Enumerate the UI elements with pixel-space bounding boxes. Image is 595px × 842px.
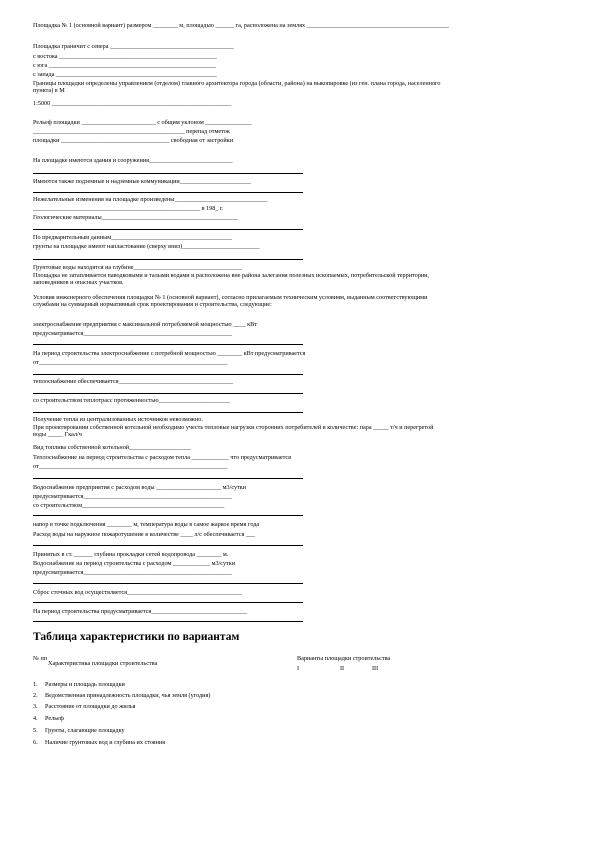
- form-line: предусматривается________________________________________________: [33, 569, 232, 576]
- form-line: На период строительства предусматривается_______________________________: [33, 608, 248, 615]
- form-line: Сброс сточных вод осуществляется_____________________________________: [33, 589, 242, 596]
- form-line: со строительством______________________________________________: [33, 502, 225, 509]
- blank-line: [33, 412, 303, 413]
- form-line: 1:5000 __________________________________________________________: [33, 100, 232, 107]
- blank-line: [33, 229, 303, 230]
- col-variants-header: Варианты площадки строительства: [297, 655, 391, 662]
- table-row: [33, 681, 125, 688]
- table-row: [33, 692, 210, 699]
- row-text: Рельеф: [45, 715, 64, 722]
- form-line: По предварительным данным_______________________________________: [33, 234, 232, 241]
- form-line: Площадка не затапливается паводковыми и талыми водами и расположена вне района залегания полезных ископаемых, потребительской территории, заповедников и опасных участков.: [33, 272, 429, 287]
- form-line: ______________________________________________________ в 198_ г.: [33, 205, 224, 212]
- row-number: 1.: [33, 681, 38, 688]
- blank-line: [33, 192, 303, 193]
- form-line: _________________________________________________ перепад отметок: [33, 128, 230, 135]
- blank-line: [33, 478, 303, 479]
- form-line: площадки ___________________________________ свободная от застройки: [33, 137, 234, 144]
- form-line: Водоснабжение на период строительства с расходом ____________ м3/сутки: [33, 560, 236, 567]
- form-line: Принятых в ст. ______ глубина прокладки сетей водопровода ________ м.: [33, 551, 229, 558]
- form-line: Площадка граничит с севера ________________________________________: [33, 43, 234, 50]
- form-line: Площадка № 1 (основной вариант) размером ________ м, площадью ______ га, расположена на землях ______________________________________________: [33, 22, 450, 29]
- table-row: [33, 703, 135, 710]
- form-line: теплоснабжение обеспечивается_____________________________________: [33, 378, 234, 385]
- form-line: с запада ____________________________________________________: [33, 71, 217, 78]
- row-text: Размеры и площадь площадки: [45, 681, 125, 688]
- table-title: Таблица характеристики по вариантам: [33, 631, 240, 643]
- row-text: Наличие грунтовых вод и глубина их стояния: [45, 739, 166, 746]
- form-line: от_____________________________________________________________: [33, 359, 228, 366]
- blank-line: [33, 374, 303, 375]
- form-line: с юга ______________________________________________________: [33, 62, 216, 69]
- form-line: со строительством теплотрасс протяженностью_______________________: [33, 397, 230, 404]
- form-line: Водоснабжение предприятия с расходом воды _____________________ м3/сутки: [33, 484, 247, 491]
- blank-line: [33, 393, 303, 394]
- variant-2: II: [340, 665, 345, 672]
- blank-line: [33, 602, 303, 603]
- form-line: Вид топлива собственной котельной____________________: [33, 444, 191, 451]
- form-line: Границы площадки определены управлением (отделом) главного архитектора города (области, района) на выкопировке (из ген. плана города, населенного пункта) в М: [33, 80, 441, 95]
- row-number: 6.: [33, 739, 38, 746]
- blank-line: [33, 583, 303, 584]
- row-number: 5.: [33, 727, 38, 734]
- form-line: Расход воды на наружное пожаротушение в количестве ____ л/с обеспечивается ___: [33, 531, 256, 538]
- variant-1: I: [297, 665, 300, 672]
- row-text: Расстояние от площадки до жилья: [45, 703, 136, 710]
- blank-line: [33, 259, 303, 260]
- form-line: На период строительства электроснабжение с потребной мощностью ________ кВт предусматривается: [33, 350, 306, 357]
- row-text: Грунты, слагающие площадку: [45, 727, 125, 734]
- blank-line: [33, 545, 303, 546]
- form-line: грунты на площадке имеют напластование (сверху вниз)_________________________: [33, 243, 260, 250]
- blank-line: [33, 344, 303, 345]
- form-line: Рельеф площадки ________________________ с общим уклоном _______________: [33, 119, 252, 126]
- row-number: 4.: [33, 715, 38, 722]
- blank-line: [33, 621, 303, 622]
- form-line: электроснабжение предприятия с максимальной потребляемой мощностью ____ кВт: [33, 321, 257, 328]
- form-line: Грунтовые воды находятся на глубине___________________________________: [33, 264, 242, 271]
- form-line: Имеются также подземные и надземные коммуникации_______________________: [33, 178, 251, 185]
- table-row: [33, 739, 165, 746]
- form-line: Получение тепла из централизованных источников невозможно.: [33, 416, 203, 423]
- form-line: от_____________________________________________________________: [33, 463, 228, 470]
- form-line: предусматривается________________________________________________: [33, 330, 232, 337]
- form-line: Геологические материалы____________________________________________: [33, 214, 238, 221]
- row-number: 3.: [33, 703, 38, 710]
- table-row: [33, 715, 64, 722]
- form-line: Теплоснабжение на период строительства с расходом тепла ____________ что предусматривается: [33, 454, 291, 461]
- form-line: При проектировании собственной котельной необходимо учесть тепловые нагрузки сторонних потребителей в количестве: пара _____ т/ч и перегретой воды _____ Гкал/ч: [33, 424, 434, 439]
- col-char-header: Характеристика площадки строительства: [48, 660, 158, 667]
- form-line: предусматривается________________________________________________: [33, 493, 232, 500]
- blank-line: [33, 173, 303, 174]
- form-line: Нежелательные изменения на площадке произведены______________________________: [33, 196, 268, 203]
- form-line: Условия инженерного обеспечения площадки № 1 (основной вариант), согласно прилагаемым техническим условиям, выданным соответствующими службами на суммарный нормативный срок проектирования и строительства, следующие:: [33, 294, 428, 309]
- variant-3: III: [372, 665, 379, 672]
- row-number: 2.: [33, 692, 38, 699]
- form-line: На площадке имеются здания и сооружения___________________________: [33, 157, 233, 164]
- row-text: Ведомственная принадлежность площадки, чья земля (угодия): [45, 692, 211, 699]
- form-line: с востока ___________________________________________________: [33, 53, 217, 60]
- table-row: [33, 727, 125, 734]
- blank-line: [33, 515, 303, 516]
- col-num-header: № пп: [33, 655, 48, 662]
- form-line: напор в точке подключения ________ м, температура воды в самое жаркое время года: [33, 521, 260, 528]
